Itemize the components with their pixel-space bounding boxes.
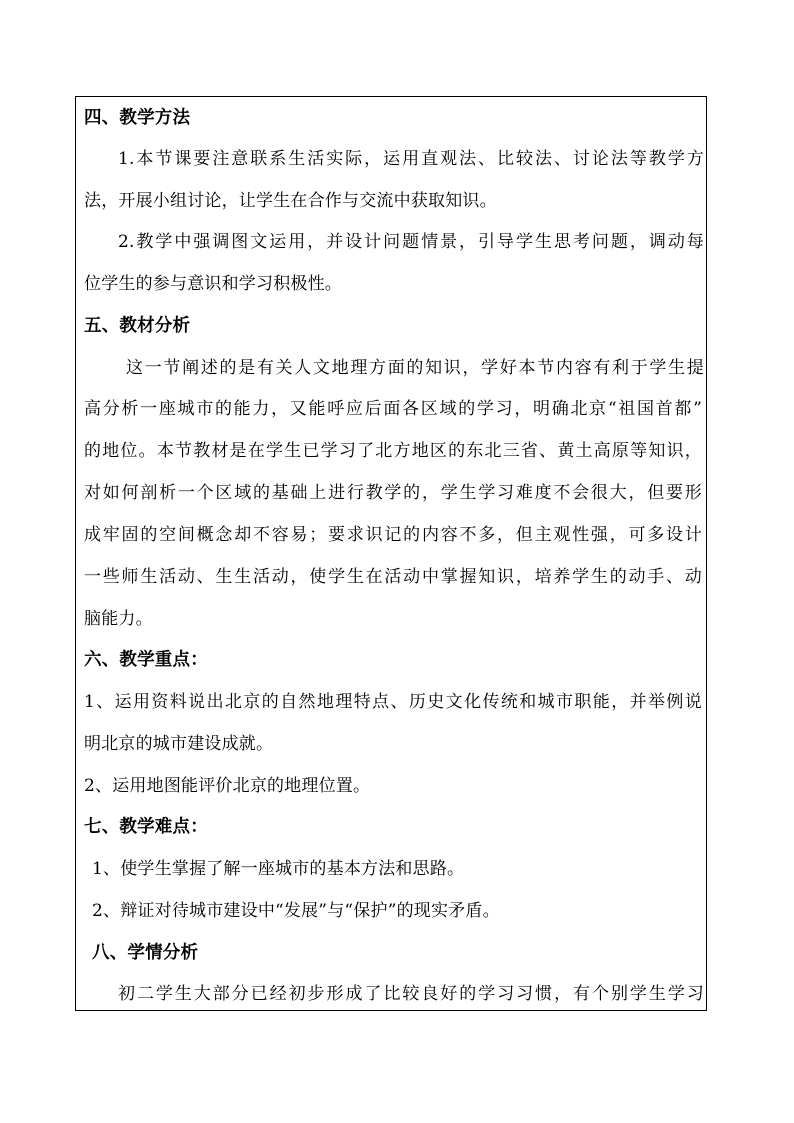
paragraph-line: 1.本节课要注意联系生活实际，运用直观法、比较法、讨论法等教学方 bbox=[118, 149, 704, 169]
paragraph-line: 1、使学生掌握了解一座城市的基本方法和思路。 bbox=[92, 859, 465, 879]
section-heading-key-points: 六、教学重点： bbox=[84, 650, 208, 670]
paragraph-line: 2.教学中强调图文运用，并设计问题情景，引导学生思考问题，调动每 bbox=[118, 232, 704, 252]
section-heading-learner-analysis: 八、学情分析 bbox=[92, 943, 199, 963]
section-heading-difficult-points: 七、教学难点： bbox=[84, 817, 208, 837]
paragraph-line: 2、辩证对待城市建设中“发展”与“保护”的现实矛盾。 bbox=[92, 901, 500, 921]
paragraph-line: 位学生的参与意识和学习积极性。 bbox=[84, 274, 342, 294]
paragraph-line: 成牢固的空间概念却不容易；要求识记的内容不多，但主观性强，可多设计 bbox=[84, 525, 702, 545]
section-heading-teaching-methods: 四、教学方法 bbox=[84, 108, 191, 128]
paragraph-line: 一些师生活动、生生活动，使学生在活动中掌握知识，培养学生的动手、动 bbox=[84, 567, 702, 587]
section-heading-textbook-analysis: 五、教材分析 bbox=[84, 316, 191, 336]
paragraph-line: 初二学生大部分已经初步形成了比较良好的学习习惯，有个别学生学习 bbox=[118, 984, 704, 1004]
paragraph-line: 2、运用地图能评价北京的地理位置。 bbox=[84, 776, 371, 796]
paragraph-line: 1、运用资料说出北京的自然地理特点、历史文化传统和城市职能，并举例说 bbox=[84, 692, 702, 712]
paragraph-line: 这一节阐述的是有关人文地理方面的知识，学好本节内容有利于学生提 bbox=[126, 358, 704, 378]
paragraph-line: 对如何剖析一个区域的基础上进行教学的，学生学习难度不会很大，但要形 bbox=[84, 483, 702, 503]
paragraph-line: 脑能力。 bbox=[84, 609, 153, 629]
paragraph-line: 明北京的城市建设成就。 bbox=[84, 734, 274, 754]
document-table-cell bbox=[75, 96, 707, 1011]
paragraph-line: 高分析一座城市的能力，又能呼应后面各区域的学习，明确北京“祖国首都” bbox=[84, 399, 702, 419]
paragraph-line: 的地位。本节教材是在学生已学习了北方地区的东北三省、黄土高原等知识， bbox=[84, 441, 702, 461]
paragraph-line: 法，开展小组讨论，让学生在合作与交流中获取知识。 bbox=[84, 191, 497, 211]
